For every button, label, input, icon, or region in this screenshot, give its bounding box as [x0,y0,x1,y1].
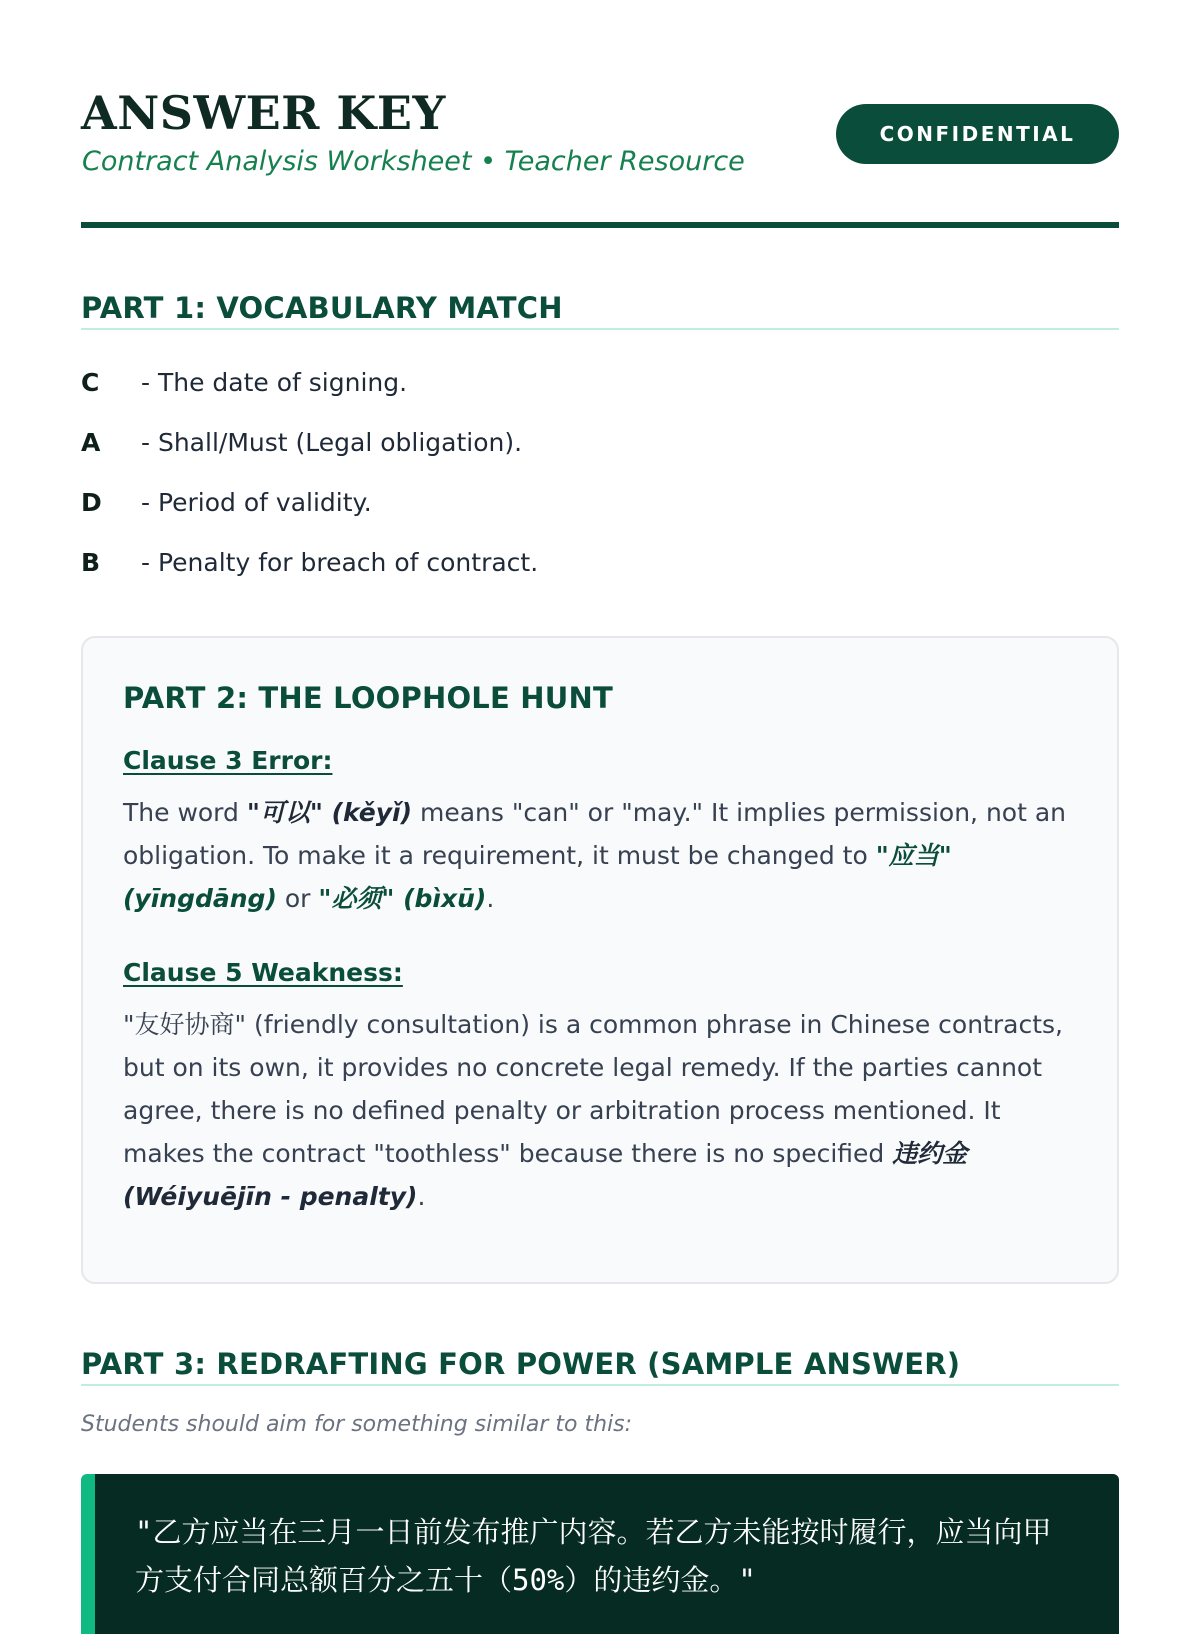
vocab-item [81,352,1119,412]
sample-answer-box [81,1474,1119,1634]
clause3-heading: Clause 3 Error: [123,746,333,775]
clause5-term-weiyuejin: 违约金 (Wéiyuējīn - penalty) [123,1139,968,1211]
page-header [81,80,1119,228]
vocab-letter: D [81,487,102,517]
clause3-text-2: means "can" or "may." It implies permission, not an obligation. To make it a requirement, it must be changed to [123,798,1067,870]
part2-loophole-card [81,636,1119,1284]
part1-divider [81,328,1119,330]
clause3-term-keyi: "可以" (kěyǐ) [246,798,413,827]
part1-title: PART 1: VOCABULARY MATCH [81,291,563,325]
clause5-text-1: "友好协商" (friendly consultation) is a common phrase in Chinese contracts, but on its own, it provides no concrete legal remedy. If the parties cannot agree, there is no defined penalty or arbitration process mentioned. It makes the contract "toothless" because there is no specified [123,1010,1063,1168]
part1-vocabulary-section [81,288,1119,592]
part3-divider [81,1384,1119,1386]
clause3-explanation [123,791,1077,920]
clause3-text-1: The word [123,798,247,827]
clause3-term-yingdang: "应当" (yīngdāng) [123,841,952,913]
vocab-definition: - The date of signing. [141,367,408,397]
clause5-heading: Clause 5 Weakness: [123,958,403,987]
vocab-letter: C [81,367,100,397]
part3-title: PART 3: REDRAFTING FOR POWER (SAMPLE ANSWER) [81,1347,961,1381]
vocab-definition: - Shall/Must (Legal obligation). [141,427,523,457]
part2-title: PART 2: THE LOOPHOLE HUNT [123,681,613,715]
vocab-list [81,352,1119,592]
clause3-text-4: . [486,884,495,913]
clause3-text-3: or [276,884,319,913]
clause3-term-bixu: "必须" (bìxū) [318,884,487,913]
vocab-item [81,532,1119,592]
vocab-definition: - Period of validity. [141,487,372,517]
vocab-letter: B [81,547,101,577]
part3-redrafting-section [81,1344,1119,1437]
vocab-item [81,472,1119,532]
sample-answer-text: "乙方应当在三月一日前发布推广内容。若乙方未能按时履行，应当向甲方支付合同总额百分之五十（50%）的违约金。" [135,1515,1052,1597]
confidential-badge: CONFIDENTIAL [836,104,1119,164]
part3-instruction: Students should aim for something similar to this: [81,1412,633,1437]
vocab-letter: A [81,427,101,457]
clause5-text-2: . [417,1182,426,1211]
page-subtitle: Contract Analysis Worksheet • Teacher Resource [82,146,745,177]
clause5-block [123,958,1077,1218]
vocab-definition: - Penalty for breach of contract. [141,547,539,577]
clause3-block [123,746,1077,920]
clause5-explanation [123,1003,1077,1218]
page-title: ANSWER KEY [81,86,446,140]
vocab-item [81,412,1119,472]
